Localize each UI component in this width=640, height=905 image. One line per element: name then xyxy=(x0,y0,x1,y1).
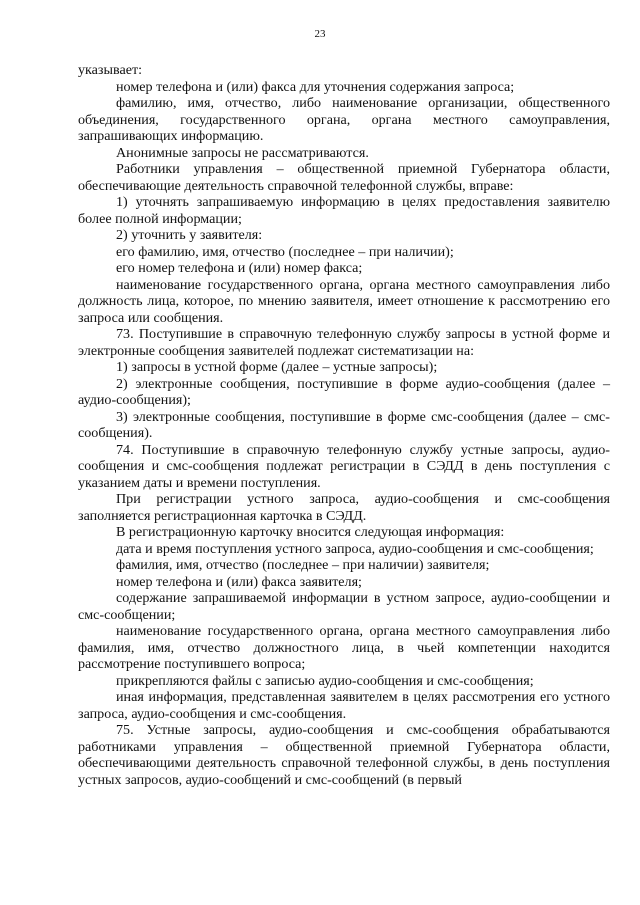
paragraph: фамилия, имя, отчество (последнее – при наличии) заявителя; xyxy=(116,557,490,573)
paragraph: 3) электронные сообщения, поступившие в форме смс-сообщения (далее – смс-сообщения). xyxy=(78,408,610,441)
paragraph: 75. Устные запросы, аудио-сообщения и смс-сообщения обрабатываются работниками управления – общественной приемной Губернатора области, обеспечивающими деятельность справочной телефонной службы, в день поступления устных запросов, аудио-сообщений и смс-сообщений (в первый xyxy=(78,722,610,788)
paragraph: номер телефона и (или) факса для уточнения содержания запроса; xyxy=(116,78,515,95)
paragraph: дата и время поступления устного запроса, аудио-сообщения и смс-сообщения; xyxy=(116,540,594,557)
paragraph: Анонимные запросы не рассматриваются. xyxy=(116,144,369,161)
paragraph: При регистрации устного запроса, аудио-сообщения и смс-сообщения заполняется регистрационная карточка в СЭДД. xyxy=(78,491,610,524)
paragraph: иная информация, представленная заявителем в целях рассмотрения его устного запроса, аудио-сообщения и смс-сообщения. xyxy=(78,689,610,722)
paragraph: прикрепляются файлы с записью аудио-сообщения и смс-сообщения; xyxy=(116,672,534,689)
paragraph: фамилию, имя, отчество, либо наименование организации, общественного объединения, государственного органа, органа местного самоуправления, запрашивающих информацию. xyxy=(78,95,610,144)
paragraph: 2) электронные сообщения, поступившие в форме аудио-сообщения (далее – аудио-сообщения); xyxy=(78,375,610,408)
paragraph: его номер телефона и (или) номер факса; xyxy=(116,260,363,276)
paragraph: Работники управления – общественной приемной Губернатора области, обеспечивающие деятельность справочной телефонной службы, вправе: xyxy=(78,161,610,194)
paragraph: 1) запросы в устной форме (далее – устные запросы); xyxy=(116,359,438,375)
paragraph: номер телефона и (или) факса заявителя; xyxy=(116,573,362,590)
paragraph: 74. Поступившие в справочную телефонную службу устные запросы, аудио-сообщения и смс-сообщения подлежат регистрации в СЭДД в день поступления с указанием даты и времени поступления. xyxy=(78,441,610,491)
paragraph: содержание запрашиваемой информации в устном запросе, аудио-сообщении и смс-сообщении; xyxy=(78,590,610,623)
paragraph: наименование государственного органа, органа местного самоуправления либо должность лица, которое, по мнению заявителя, имеет отношение к рассмотрению его запроса или сообщения. xyxy=(78,276,610,326)
paragraph: наименование государственного органа, органа местного самоуправления либо фамилия, имя, отчество должностного лица, в чьей компетенции находится рассмотрение поступившего вопроса; xyxy=(78,623,610,672)
document-body xyxy=(78,62,610,788)
paragraph: В регистрационную карточку вносится следующая информация: xyxy=(116,524,505,540)
paragraph: 73. Поступившие в справочную телефонную службу запросы в устной форме и электронные сообщения заявителей подлежат систематизации на: xyxy=(78,326,610,359)
paragraph: его фамилию, имя, отчество (последнее – при наличии); xyxy=(116,243,454,260)
paragraph: 2) уточнить у заявителя: xyxy=(116,227,263,243)
paragraph: 1) уточнять запрашиваемую информацию в целях предоставления заявителю более полной информации; xyxy=(78,194,610,227)
page-number: 23 xyxy=(314,28,326,40)
paragraph: указывает: xyxy=(78,62,143,78)
